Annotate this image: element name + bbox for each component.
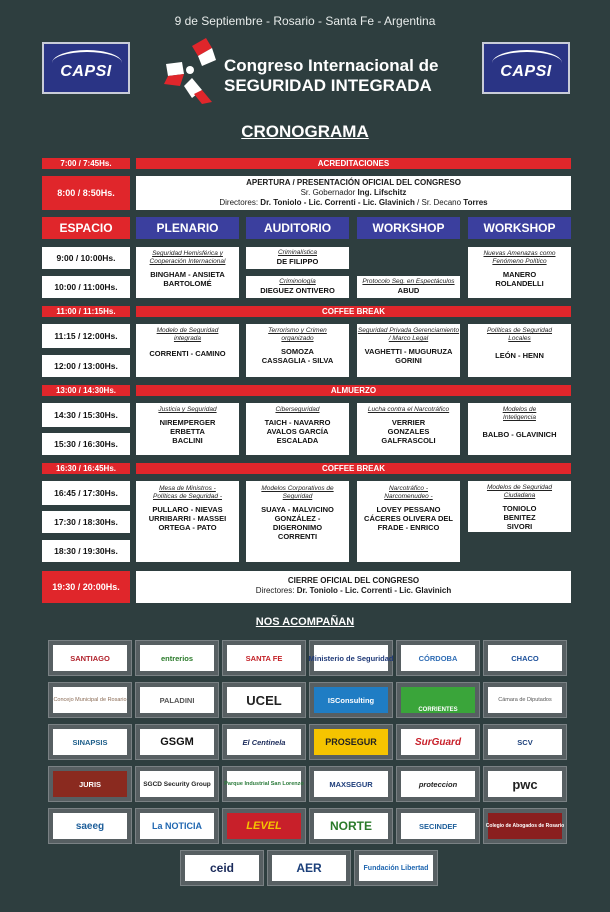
sponsor-logo: [396, 724, 480, 760]
time-acreditaciones: 7:00 / 7:45Hs.: [42, 158, 130, 169]
bar-coffee-break: COFFEE BREAK: [136, 463, 571, 474]
sponsor-logo: [222, 724, 306, 760]
session-cell: [136, 481, 239, 562]
cierre-title: CIERRE OFICIAL DEL CONGRESO: [287, 576, 420, 585]
header-workshop-2: WORKSHOP: [468, 217, 571, 239]
header-espacio: ESPACIO: [42, 217, 130, 239]
time-slot: 14:30 / 15:30Hs.: [42, 403, 130, 427]
session-speakers: LEÓN - HENN: [495, 351, 544, 360]
sponsor-logo: [135, 724, 219, 760]
session-topic: Nuevas Amenazas como Fenómeno Político: [483, 250, 556, 265]
sponsor-name: GSGM: [140, 729, 214, 755]
sponsor-name: Concejo Municipal de Rosario: [53, 687, 127, 713]
sponsor-logo: [483, 808, 567, 844]
sponsor-logo: [483, 766, 567, 802]
sponsor-name: Fundación Libertad: [359, 855, 433, 881]
session-topic: Seguridad Hemisférica y Cooperación Internacional: [149, 250, 226, 265]
sponsor-logo: [483, 724, 567, 760]
sponsor-logo: [222, 640, 306, 676]
sponsor-logo: [222, 766, 306, 802]
governor-prefix: Sr. Gobernador: [300, 188, 356, 197]
session-speakers: MANERO ROLANDELLI: [495, 270, 544, 288]
title-line-1: Congreso Internacional de: [224, 56, 439, 75]
sponsor-logo: [48, 766, 132, 802]
time-apertura: 8:00 / 8:50Hs.: [42, 176, 130, 210]
directors-names: Dr. Toniolo - Lic. Correnti - Lic. Glavinich: [296, 586, 452, 595]
session-topic: Criminalística: [277, 249, 317, 256]
sponsor-logo: [48, 724, 132, 760]
sponsor-name: AER: [272, 855, 346, 881]
session-cell: [468, 481, 571, 532]
session-topic: Lucha contra el Narcotráfico: [367, 406, 450, 413]
sponsor-logo: [180, 850, 264, 886]
apertura-title: APERTURA / PRESENTACIÓN OFICIAL DEL CONGRESO: [246, 178, 461, 187]
session-topic: Justicia y Seguridad: [158, 406, 217, 413]
apertura-box: [136, 176, 571, 210]
cierre-box: [136, 571, 571, 603]
sponsor-logo: [48, 682, 132, 718]
sponsor-logo: [135, 682, 219, 718]
apertura-directors: [136, 198, 571, 208]
sponsor-logo: [483, 640, 567, 676]
session-cell: [357, 481, 460, 562]
sponsor-logo: [354, 850, 438, 886]
sponsor-name: SGCD Security Group: [140, 771, 214, 797]
sponsor-name: Ministerio de Seguridad: [314, 645, 388, 671]
header-plenario: PLENARIO: [136, 217, 239, 239]
sponsor-name: Parque Industrial San Lorenzo: [227, 771, 301, 797]
sponsor-logo: [48, 640, 132, 676]
sponsor-name: JURIS: [53, 771, 127, 797]
session-cell: [246, 403, 349, 455]
sponsor-name: NORTE: [314, 813, 388, 839]
sponsor-name: CORRIENTES: [401, 687, 475, 713]
sponsor-name: SurGuard: [401, 729, 475, 755]
sponsor-logo: [222, 808, 306, 844]
time-slot: 17:30 / 18:30Hs.: [42, 511, 130, 533]
sponsor-name: pwc: [488, 771, 562, 797]
session-cell: [136, 247, 239, 298]
sponsor-name: ISConsulting: [314, 687, 388, 713]
session-cell: [136, 403, 239, 455]
session-topic: Modelos de Inteligencia: [502, 406, 537, 421]
session-topic: Modelos Corporativos de Seguridad: [261, 485, 334, 500]
bar-coffee-break: COFFEE BREAK: [136, 306, 571, 317]
session-speakers: CORRENTI - CAMINO: [149, 349, 226, 358]
sponsor-name: UCEL: [227, 687, 301, 713]
session-speakers: DE FILIPPO: [276, 257, 319, 266]
session-speakers: BINGHAM - ANSIETA BARTOLOMÉ: [150, 270, 225, 288]
apertura-governor: [136, 188, 571, 198]
directors-names: Dr. Toniolo - Lic. Correnti - Lic. Glavinich: [260, 198, 415, 207]
sponsor-name: SANTA FE: [227, 645, 301, 671]
session-cell: [468, 247, 571, 298]
session-topic: Ciberseguridad: [275, 406, 320, 413]
logo-text: CAPSI: [500, 63, 552, 80]
sponsor-name: SCV: [488, 729, 562, 755]
sponsor-name: LEVEL: [227, 813, 301, 839]
sponsor-name: SECINDEF: [401, 813, 475, 839]
sponsor-name: CÓRDOBA: [401, 645, 475, 671]
session-speakers: VAGHETTI - MUGURUZA GORINI: [364, 347, 453, 365]
session-topic: Protocolo Seg. en Espectáculos: [362, 278, 455, 285]
session-topic: Terrorismo y Crimen organizado: [268, 327, 327, 342]
time-coffee-break: 11:00 / 11:15Hs.: [42, 306, 130, 317]
time-slot: 12:00 / 13:00Hs.: [42, 355, 130, 377]
time-slot: 16:45 / 17:30Hs.: [42, 481, 130, 505]
time-almuerzo: 13:00 / 14:30Hs.: [42, 385, 130, 396]
dean-name: Torres: [463, 198, 488, 207]
time-slot: 9:00 / 10:00Hs.: [42, 247, 130, 269]
session-topic: Seguridad Privada Gerenciamiento / Marco Legal: [357, 327, 460, 342]
session-topic: Criminología: [279, 278, 316, 285]
session-cell: [136, 324, 239, 377]
sponsor-name: El Centinela: [227, 729, 301, 755]
time-coffee-break: 16:30 / 16:45Hs.: [42, 463, 130, 474]
sponsor-name: La NOTICIA: [140, 813, 214, 839]
sponsor-name: MAXSEGUR: [314, 771, 388, 797]
sponsor-logo: [135, 808, 219, 844]
sponsor-logo: [48, 808, 132, 844]
session-speakers: DIEGUEZ ONTIVERO: [260, 286, 335, 295]
sponsor-name: saeeg: [53, 813, 127, 839]
bar-acreditaciones: ACREDITACIONES: [136, 158, 571, 169]
sponsor-logo: [135, 640, 219, 676]
session-speakers: TONIOLO BENITEZ SIVORI: [502, 504, 537, 531]
session-speakers: NIREMPERGER ERBETTA BACLINI: [159, 418, 216, 445]
session-speakers: SOMOZA CASSAGLIA - SILVA: [261, 347, 334, 365]
sponsor-logo: [396, 682, 480, 718]
time-slot: 15:30 / 16:30Hs.: [42, 433, 130, 455]
session-speakers: ABUD: [397, 286, 420, 295]
sponsor-name: entrerios: [140, 645, 214, 671]
session-topic: Mesa de Ministros - Políticas de Seguridad -: [152, 485, 222, 500]
session-topic: Narcotráfico - Narcomenudeo -: [384, 485, 433, 500]
logo-text: CAPSI: [60, 63, 112, 80]
sponsor-name: Colegio de Abogados de Rosario: [488, 813, 562, 839]
sponsor-name: proteccion: [401, 771, 475, 797]
session-speakers: SUAYA - MALVICINO GONZÁLEZ - DIGERONIMO CORRENTI: [261, 505, 334, 541]
sponsor-name: PALADINI: [140, 687, 214, 713]
session-cell: [357, 276, 460, 298]
sponsor-logo: [135, 766, 219, 802]
sponsor-name: Cámara de Diputados: [488, 687, 562, 713]
directors-prefix: Directores:: [219, 198, 259, 207]
sponsor-name: PROSEGUR: [314, 729, 388, 755]
session-cell: [357, 324, 460, 377]
sponsor-logo: [309, 724, 393, 760]
time-slot: 11:15 / 12:00Hs.: [42, 324, 130, 348]
sponsor-logo: [309, 766, 393, 802]
session-speakers: BALBO - GLAVINICH: [482, 430, 557, 439]
session-cell: [246, 324, 349, 377]
cronograma-heading: CRONOGRAMA: [241, 122, 369, 141]
cierre-directors: [136, 586, 571, 596]
session-cell: [246, 481, 349, 562]
time-slot: 18:30 / 19:30Hs.: [42, 540, 130, 562]
sponsor-name: SANTIAGO: [53, 645, 127, 671]
bar-almuerzo: ALMUERZO: [136, 385, 571, 396]
session-topic: Políticas de Seguridad Locales: [486, 327, 553, 342]
governor-name: Ing. Lifschitz: [357, 188, 407, 197]
header-auditorio: AUDITORIO: [246, 217, 349, 239]
sponsor-logo: [222, 682, 306, 718]
sponsor-logo: [309, 808, 393, 844]
sponsor-logo: [396, 766, 480, 802]
capsi-logo-left: [42, 42, 130, 94]
directors-prefix: Directores:: [255, 586, 295, 595]
sponsor-logo: [396, 808, 480, 844]
session-cell: [246, 247, 349, 269]
sponsor-logo: [267, 850, 351, 886]
session-cell: [468, 403, 571, 455]
session-topic: Modelos de Seguridad Ciudadana: [486, 484, 553, 499]
time-slot: 10:00 / 11:00Hs.: [42, 276, 130, 298]
title-line-2: SEGURIDAD INTEGRADA: [224, 76, 432, 95]
event-subtitle: 9 de Septiembre - Rosario - Santa Fe - Argentina: [174, 14, 436, 28]
session-cell: [246, 276, 349, 298]
sponsor-logo: [483, 682, 567, 718]
session-cell: [357, 403, 460, 455]
session-speakers: LOVEY PESSANO CÁCERES OLIVERA DEL FRADE - ENRICO: [364, 505, 453, 532]
sponsor-logo: [309, 682, 393, 718]
sponsor-name: ceid: [185, 855, 259, 881]
time-cierre: 19:30 / 20:00Hs.: [42, 571, 130, 603]
dean-prefix: / Sr. Decano: [414, 198, 464, 207]
sponsor-name: SINAPSIS: [53, 729, 127, 755]
sponsor-logo: [309, 640, 393, 676]
sponsor-name: CHACO: [488, 645, 562, 671]
session-speakers: PULLARO - NIEVAS URRIBARRI - MASSEI ORTEGA - PATO: [148, 505, 227, 532]
session-speakers: VERRIER GONZALES GALFRASCOLI: [381, 418, 436, 445]
sponsors-heading: NOS ACOMPAÑAN: [255, 616, 355, 628]
session-cell: [468, 324, 571, 377]
sponsor-logo: [396, 640, 480, 676]
session-speakers: TAICH - NAVARRO AVALOS GARCÍA ESCALADA: [264, 418, 331, 445]
session-topic: Modelo de Seguridad integrada: [156, 327, 219, 342]
congress-emblem-icon: [162, 38, 222, 104]
capsi-logo-right: [482, 42, 570, 94]
header-workshop-1: WORKSHOP: [357, 217, 460, 239]
